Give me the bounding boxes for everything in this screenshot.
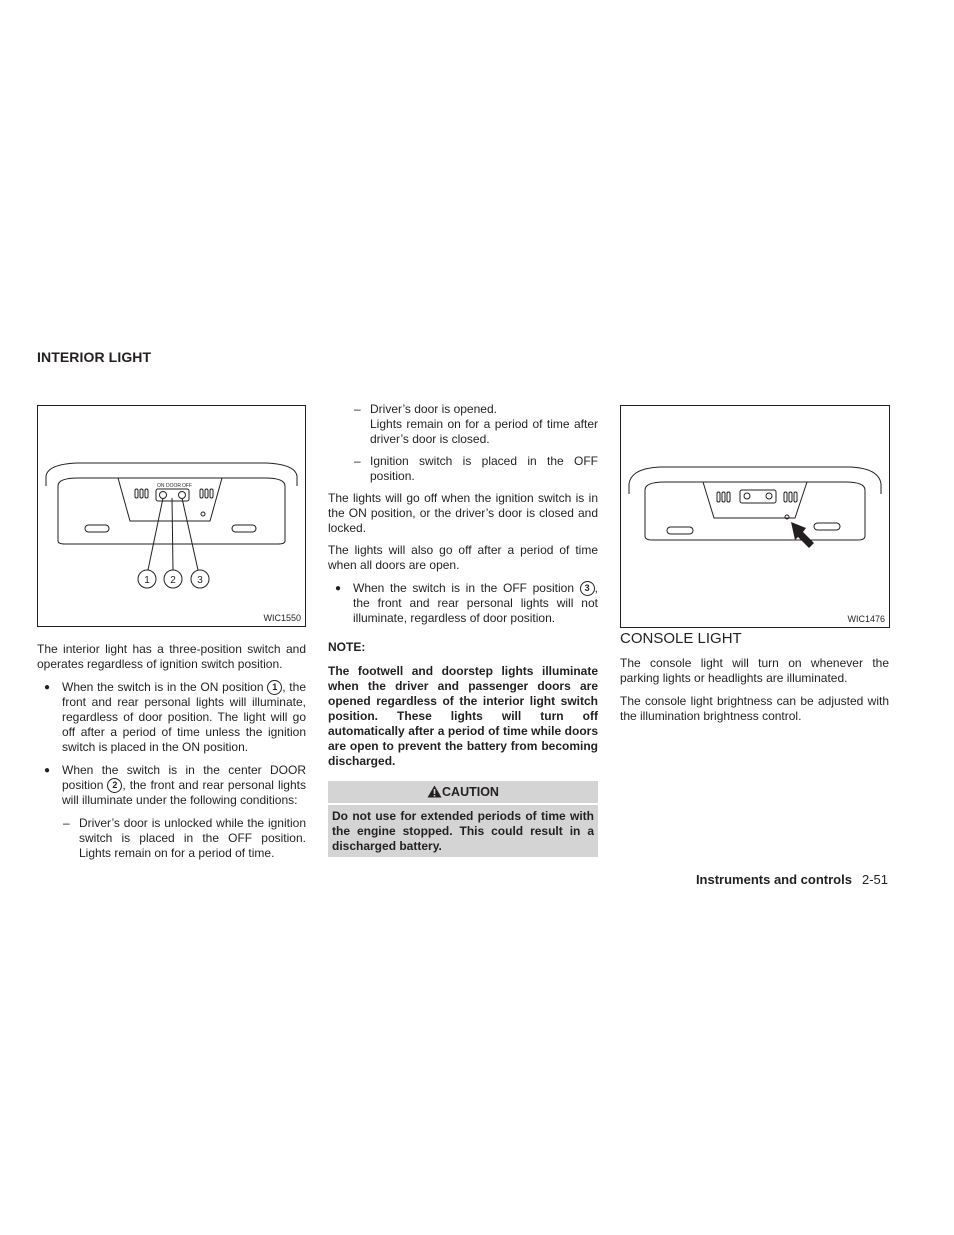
arrow-icon [791, 522, 814, 548]
caution-box [328, 781, 598, 857]
footer-section: Instruments and controls [695, 872, 852, 887]
figure-id: WIC1550 [263, 613, 301, 623]
page-footer [696, 872, 888, 887]
caution-header [328, 781, 598, 803]
overhead-console-illustration [38, 406, 305, 626]
bullet-door-position: ● When the switch is in the center DOOR position 2 , the front and rear personal lights will illuminate under the following conditions: [44, 763, 306, 807]
interior-light-figure [37, 405, 306, 627]
note-text: The footwell and doorstep lights illuminate when the driver and passenger doors are opened regardless of the interior light switch position. These lights will turn off automatically after a period of time while doors are open to prevent the battery from becoming discharged. [328, 664, 598, 768]
bullet-icon: ● [335, 583, 342, 594]
position-number: 1 [267, 680, 282, 695]
position-number: 2 [107, 778, 122, 793]
bullet-on-position: ● When the switch is in the ON position 1 , the front and rear personal lights will illuminate, regardless of door position. The light will go off after a period of time unless the ignition switch is placed in the ON position. [44, 680, 306, 754]
switch-label-off: OFF [182, 483, 192, 489]
dash-item: – Ignition switch is placed in the OFF position. [354, 454, 598, 483]
callout-2: 2 [170, 575, 176, 586]
bullet-icon: ● [44, 765, 51, 776]
figure-id: WIC1476 [847, 614, 885, 624]
bullet-off-position: ● When the switch is in the OFF position 3 , the front and rear personal lights will not illuminate, regardless of door position. [335, 581, 598, 625]
page-number: 2-51 [861, 872, 888, 887]
paragraph: The lights will go off when the ignition switch is in the ON position, or the driver’s door is closed and locked. [328, 491, 598, 535]
section-title: INTERIOR LIGHT [37, 349, 152, 365]
note-label: NOTE: [328, 640, 366, 654]
paragraph: The console light will turn on whenever the parking lights or headlights are illuminated. [620, 656, 889, 685]
switch-label-door: DOOR [166, 483, 181, 489]
switch-label-on: ON [157, 483, 165, 489]
column-2 [328, 402, 598, 857]
position-number: 3 [580, 581, 595, 596]
paragraph: The console light brightness can be adjusted with the illumination brightness control. [620, 694, 889, 723]
column-1 [37, 642, 306, 861]
intro-paragraph: The interior light has a three-position switch and operates regardless of ignition switch position. [37, 642, 306, 671]
callout-3: 3 [197, 575, 203, 586]
caution-label: CAUTION [442, 785, 499, 799]
bullet-icon: ● [44, 682, 51, 693]
column-3 [620, 656, 889, 724]
console-light-heading: CONSOLE LIGHT [620, 630, 742, 647]
dash-item: – Driver’s door is opened. Lights remain on for a period of time after driver’s door is closed. [354, 402, 598, 446]
caution-text: Do not use for extended periods of time with the engine stopped. This could result in a discharged battery. [328, 805, 598, 857]
console-light-figure [620, 405, 890, 628]
callout-1: 1 [144, 575, 150, 586]
dash-item: – Driver’s door is unlocked while the ignition switch is placed in the OFF position. Lights remain on for a period of time. [63, 816, 306, 860]
console-light-illustration [621, 406, 889, 627]
paragraph: The lights will also go off after a period of time when all doors are open. [328, 543, 598, 572]
warning-icon [427, 785, 442, 798]
